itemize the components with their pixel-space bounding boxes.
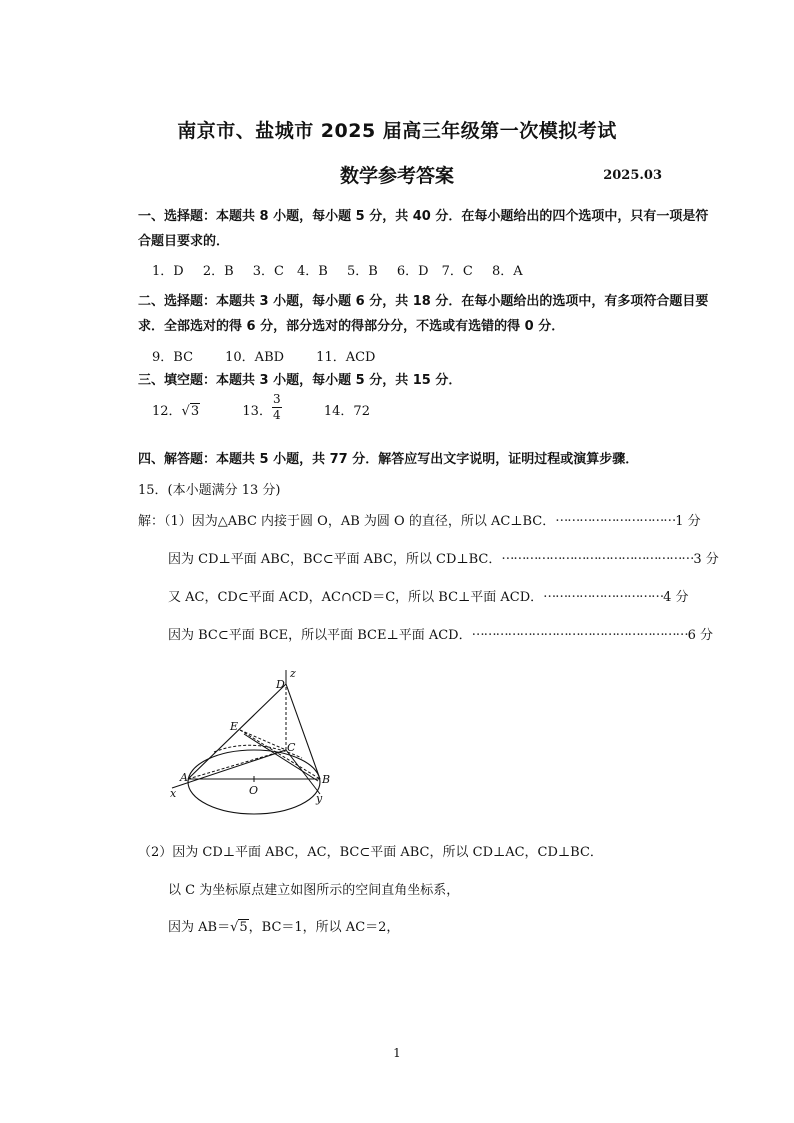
label-D: D [276,678,285,691]
label-y: y [316,792,323,805]
label-A: A [180,771,188,784]
section2-answers: 9．BC 10．ABD 11．ACD [152,350,376,365]
score: 4 分 [663,590,689,605]
q15-title: 15．(本小题满分 13 分) [138,483,281,498]
edge-EB [240,730,320,779]
exam-date: 2025.03 [603,168,662,183]
label-C: C [287,741,296,754]
proof-line-2: 因为 CD⊥平面 ABC，BC⊂平面 ABC，所以 CD⊥BC． ………………………………………… 3 分 [168,548,719,567]
edge-DB [286,684,320,779]
label-E: E [230,720,239,733]
proof-line-4: 因为 BC⊂平面 BCE，所以平面 BCE⊥平面 ACD． ……………………………………………… 6 分 [168,624,714,643]
section4-heading: 四、解答题：本题共 5 小题，共 77 分．解答应写出文字说明，证明过程或演算步骤． [138,452,639,467]
q12-label: 12． [152,404,182,419]
proof-part2-line-2: 以 C 为坐标原点建立如图所示的空间直角坐标系， [168,883,460,898]
section3-answers [152,392,370,423]
label-O: O [249,784,259,797]
page-title: 南京市、盐城市 2025 届高三年级第一次模拟考试 [177,120,617,142]
edge-EC [240,730,286,750]
label-z: z [290,667,296,680]
proof-part2-line-1: （2）因为 CD⊥平面 ABC，AC，BC⊂平面 ABC，所以 CD⊥AC，CD⊥BC． [138,845,603,860]
label-B: B [322,773,331,786]
proof-line-1: 解：（1）因为△ABC 内接于圆 O，AB 为圆 O 的直径，所以 AC⊥BC． ………………………… 1 分 [138,510,701,529]
section2-heading-line2: 求．全部选对的得 6 分，部分选对的得部分分，不选或有选错的得 0 分． [138,319,565,334]
section1-heading-line2: 合题目要求的． [138,234,230,249]
section1-heading-line1: 一、选择题：本题共 8 小题，每小题 5 分，共 40 分．在每小题给出的四个选项中，只有一项是符 [138,209,709,224]
score: 3 分 [693,552,719,567]
q13-label: 13． [242,404,272,419]
x-axis [172,750,286,788]
q12-answer: √3 [181,404,200,419]
section3-heading: 三、填空题：本题共 3 小题，每小题 5 分，共 15 分． [138,373,462,388]
q13-answer: $\frac{3}{4}$ [272,392,281,422]
score: 1 分 [675,514,701,529]
proof-line-3: 又 AC，CD⊂平面 ACD，AC∩CD＝C，所以 BC⊥平面 ACD． ………………………… 4 分 [168,586,689,605]
section1-answers: 1．D 2．B 3．C 4．B 5．B 6．D 7．C 8．A [152,264,523,279]
score: 6 分 [687,628,714,643]
page-subtitle: 数学参考答案 [339,165,454,187]
section2-heading-line1: 二、选择题：本题共 3 小题，每小题 6 分，共 18 分．在每小题给出的选项中，有多项符合题目要 [138,294,709,309]
cone-figure [162,662,334,817]
q14-answer: 14．72 [323,404,370,419]
label-x: x [170,787,177,800]
page-number: 1 [393,1046,401,1060]
proof-part2-line-3: 因为 AB＝√5，BC＝1，所以 AC＝2， [168,920,400,935]
